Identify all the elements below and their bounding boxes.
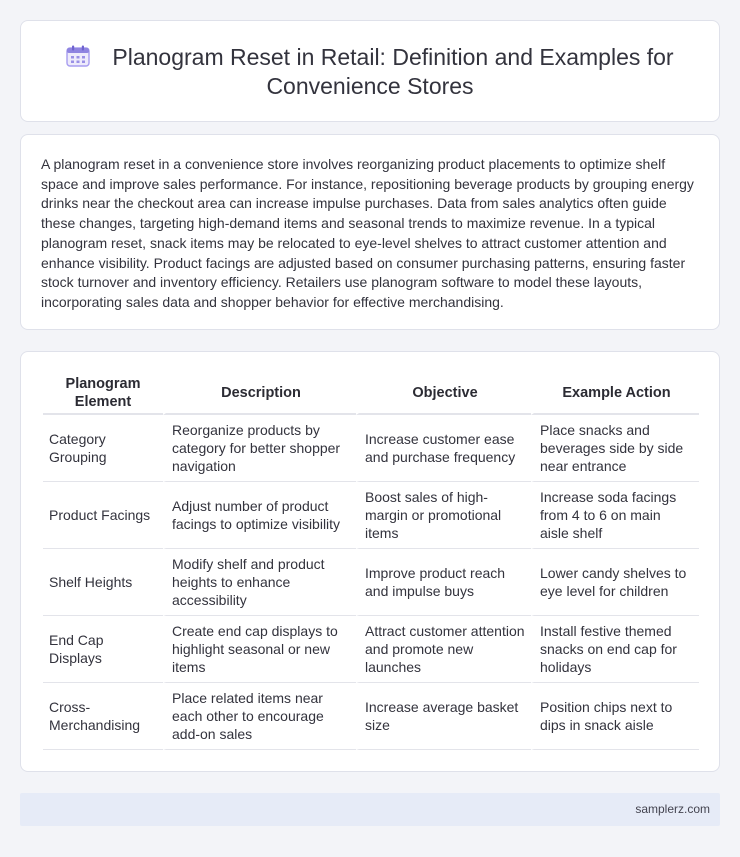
cell-element: End Cap Displays xyxy=(43,616,163,683)
cell-objective: Increase customer ease and purchase frequency xyxy=(356,415,531,482)
cell-example-action: Position chips next to dips in snack aisle xyxy=(531,683,699,750)
cell-example-action: Place snacks and beverages side by side near entrance xyxy=(531,415,699,482)
table-row xyxy=(43,616,699,683)
footer-site-link[interactable]: samplerz.com xyxy=(635,802,710,816)
cell-element: Category Grouping xyxy=(43,415,163,482)
cell-objective: Increase average basket size xyxy=(356,683,531,750)
page-title xyxy=(21,43,719,101)
table-header-row xyxy=(43,373,699,415)
intro-paragraph: A planogram reset in a convenience store involves reorganizing product placements to optimize shelf space and improve sales performance. For instance, repositioning beverage products by grouping energy drinks near the checkout area can increase impulse purchases. Data from sales analytics often guide these changes, targeting high-demand items and seasonal trends to maximize revenue. In a typical planogram reset, snack items may be relocated to eye-level shelves to attract customer attention and enhance visibility. Product facings are adjusted based on consumer purchasing patterns, ensuring faster stock turnover and inventory efficiency. Retailers use planogram software to model these layouts, incorporating sales data and shopper behavior for effective merchandising. xyxy=(41,156,694,310)
table-row xyxy=(43,482,699,549)
title-card xyxy=(20,20,720,122)
cell-example-action: Install festive themed snacks on end cap for holidays xyxy=(531,616,699,683)
table-row xyxy=(43,549,699,616)
table-row xyxy=(43,415,699,482)
cell-element: Cross-Merchandising xyxy=(43,683,163,750)
cell-objective: Boost sales of high-margin or promotional items xyxy=(356,482,531,549)
cell-description: Create end cap displays to highlight seasonal or new items xyxy=(163,616,356,683)
title-line-1: Planogram Reset in Retail: Definition and Examples for xyxy=(112,44,674,70)
table-card xyxy=(20,351,720,772)
header-example-action: Example Action xyxy=(531,373,699,415)
intro-card xyxy=(20,134,720,330)
planogram-table xyxy=(43,373,699,750)
cell-description: Modify shelf and product heights to enhance accessibility xyxy=(163,549,356,616)
cell-description: Place related items near each other to encourage add-on sales xyxy=(163,683,356,750)
cell-objective: Improve product reach and impulse buys xyxy=(356,549,531,616)
calendar-icon xyxy=(66,45,90,67)
footer-bar xyxy=(20,793,720,826)
cell-description: Adjust number of product facings to optimize visibility xyxy=(163,482,356,549)
cell-example-action: Lower candy shelves to eye level for children xyxy=(531,549,699,616)
cell-description: Reorganize products by category for better shopper navigation xyxy=(163,415,356,482)
cell-example-action: Increase soda facings from 4 to 6 on main aisle shelf xyxy=(531,482,699,549)
title-line-2: Convenience Stores xyxy=(266,73,474,99)
header-planogram-element: Planogram Element xyxy=(43,373,163,415)
table-row xyxy=(43,683,699,750)
header-objective: Objective xyxy=(356,373,531,415)
cell-objective: Attract customer attention and promote new launches xyxy=(356,616,531,683)
cell-element: Shelf Heights xyxy=(43,549,163,616)
cell-element: Product Facings xyxy=(43,482,163,549)
header-description: Description xyxy=(163,373,356,415)
